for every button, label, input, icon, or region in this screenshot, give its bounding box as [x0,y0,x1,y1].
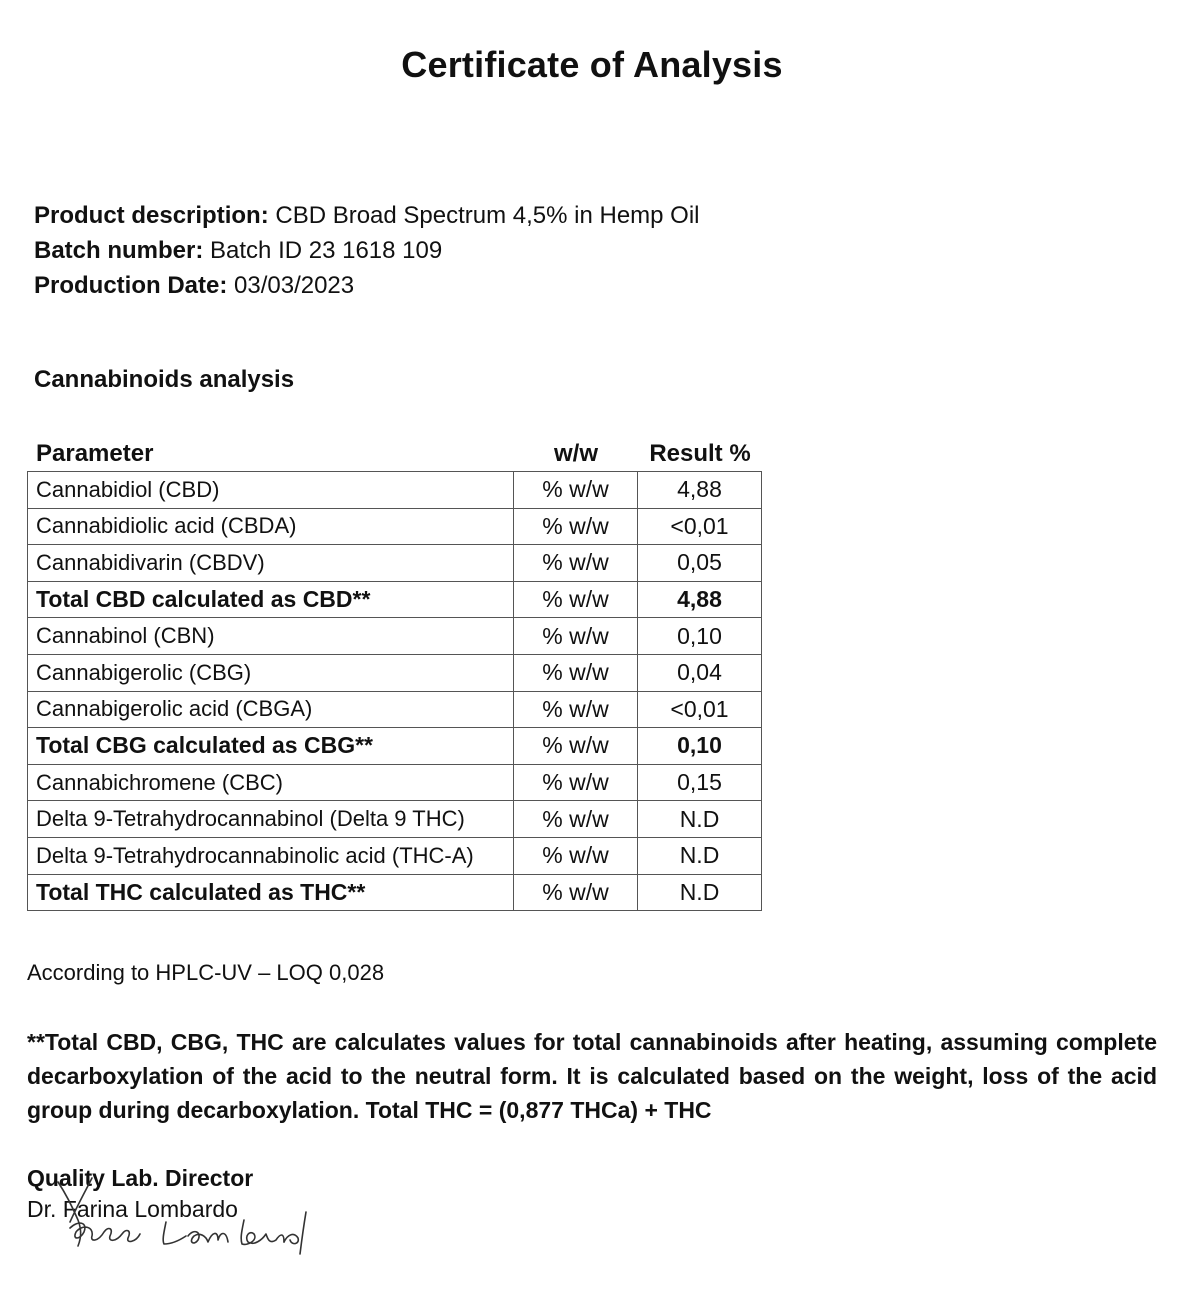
unit-cell: % w/w [514,472,638,509]
parameter-cell: Cannabigerolic acid (CBGA) [28,691,514,728]
unit-cell: % w/w [514,691,638,728]
production-date-value: 03/03/2023 [227,272,355,299]
table-row-total-cbg [28,728,762,765]
result-cell: 0,10 [638,728,762,765]
parameter-cell: Total CBD calculated as CBD** [28,581,514,618]
parameter-cell: Total CBG calculated as CBG** [28,728,514,765]
unit-cell: % w/w [514,618,638,655]
table-row [28,801,762,838]
product-description-label: Product description: [34,202,269,229]
table-row [28,691,762,728]
unit-cell: % w/w [514,581,638,618]
unit-cell: % w/w [514,801,638,838]
table-row-total-thc [28,874,762,911]
result-cell: 4,88 [638,581,762,618]
result-cell: N.D [638,837,762,874]
cannabinoids-heading: Cannabinoids analysis [34,366,295,393]
result-cell: N.D [638,874,762,911]
column-header-unit: w/w [553,440,598,467]
unit-cell: % w/w [514,508,638,545]
batch-number-label: Batch number: [34,237,204,264]
result-cell: 0,04 [638,654,762,691]
method-note: According to HPLC-UV – LOQ 0,028 [27,960,385,985]
unit-cell: % w/w [514,874,638,911]
unit-cell: % w/w [514,764,638,801]
result-cell: N.D [638,801,762,838]
result-cell: 0,15 [638,764,762,801]
signatory-title: Quality Lab. Director [27,1165,254,1191]
parameter-cell: Total THC calculated as THC** [28,874,514,911]
product-description-line [34,198,700,233]
document-title: Certificate of Analysis [401,44,783,85]
results-table [27,471,762,911]
unit-cell: % w/w [514,654,638,691]
parameter-cell: Cannabigerolic (CBG) [28,654,514,691]
parameter-cell: Cannabichromene (CBC) [28,764,514,801]
table-row [28,618,762,655]
production-date-line [34,268,700,303]
product-description-value: CBD Broad Spectrum 4,5% in Hemp Oil [268,202,700,229]
production-date-label: Production Date: [34,272,228,299]
parameter-cell: Cannabidivarin (CBDV) [28,545,514,582]
table-header [28,436,764,470]
parameter-cell: Cannabinol (CBN) [28,618,514,655]
handwritten-signature [48,1160,318,1270]
parameter-cell: Delta 9-Tetrahydrocannabinol (Delta 9 THC) [28,801,514,838]
table-row [28,472,762,509]
batch-number-value: Batch ID 23 1618 109 [203,237,443,264]
column-header-result: Result % [649,440,751,467]
table-row [28,508,762,545]
result-cell: 4,88 [638,472,762,509]
table-row [28,764,762,801]
footnote: **Total CBD, CBG, THC are calculates values for total cannabinoids after heating, assuming complete decarboxylation of the acid to the neutral form. It is calculated based on the weight, loss of the acid group during decarboxylation. Total THC = (0,877 THCa) + THC [27,1029,1157,1123]
unit-cell: % w/w [514,728,638,765]
parameter-cell: Cannabidiolic acid (CBDA) [28,508,514,545]
table-row [28,545,762,582]
signatory-name: Dr. Farina Lombardo [27,1196,238,1222]
parameter-cell: Delta 9-Tetrahydrocannabinolic acid (THC-A) [28,837,514,874]
unit-cell: % w/w [514,837,638,874]
result-cell: 0,10 [638,618,762,655]
table-row [28,654,762,691]
result-cell: 0,05 [638,545,762,582]
batch-number-line [34,233,700,268]
product-info [34,198,700,303]
column-header-parameter: Parameter [36,440,154,467]
parameter-cell: Cannabidiol (CBD) [28,472,514,509]
unit-cell: % w/w [514,545,638,582]
table-row [28,837,762,874]
result-cell: <0,01 [638,691,762,728]
result-cell: <0,01 [638,508,762,545]
table-row-total-cbd [28,581,762,618]
